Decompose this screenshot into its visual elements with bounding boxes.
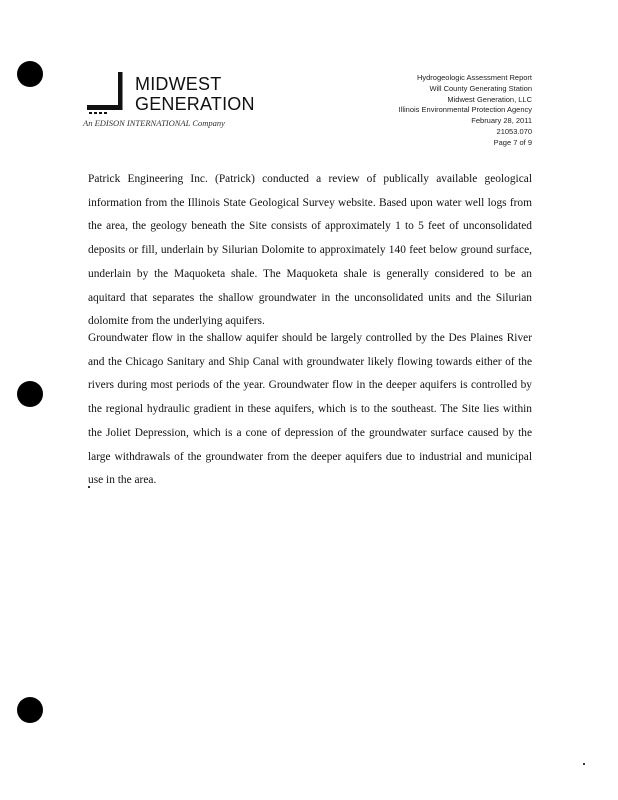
header-line-date: February 28, 2011 [471,116,532,126]
logo-tagline: An EDISON INTERNATIONAL Company [83,118,225,128]
punch-hole-middle [17,381,43,407]
scan-speck [88,486,90,488]
scan-speck [583,763,585,765]
logo-name-line2: GENERATION [135,94,255,114]
header-line-project-number: 21053.070 [496,126,532,136]
company-logo [83,72,253,132]
paragraph-geology: Patrick Engineering Inc. (Patrick) conducted a review of publically available geological information from the Illinois State Geological Survey website. Based upon water well logs from the area, the geology beneath the Site consists of approximately 1 to 5 feet of unconsolidated deposits or fill, underlain by Silurian Dolomite to approximately 140 feet below ground surface, underlain by the Maquoketa shale. The Maquoketa shale is generally considered to be an aquitard that separates the shallow groundwater in the unconsolidated units and the Silurian dolomite from the underlying aquifers. [88,173,532,328]
paragraph-groundwater: Groundwater flow in the shallow aquifer should be largely controlled by the Des Plaines River and the Chicago Sanitary and Ship Canal with groundwater likely flowing towards either of the rivers during most periods of the year. Groundwater flow in the deeper aquifers is controlled by the regional hydraulic gradient in these aquifers, which is to the southeast. The Site lies within the Joliet Depression, which is a cone of depression of the groundwater surface caused by the large withdrawals of the groundwater from the deeper aquifers due to industrial and municipal use in the area. [88,332,532,487]
logo-name [135,74,255,114]
punch-hole-bottom [17,697,43,723]
logo-name-line1: MIDWEST [135,74,222,94]
header-line-agency: Illinois Environmental Protection Agency [398,105,532,115]
header-line-page-number: Page 7 of 9 [493,137,532,147]
header-line-report-title: Hydrogeologic Assessment Report [416,73,532,82]
midwest-generation-logo-mark-icon [85,72,125,116]
header-line-station: Will County Generating Station [429,83,532,93]
punch-hole-top [17,61,43,87]
header-line-company: Midwest Generation, LLC [447,94,532,104]
report-header [399,73,532,149]
